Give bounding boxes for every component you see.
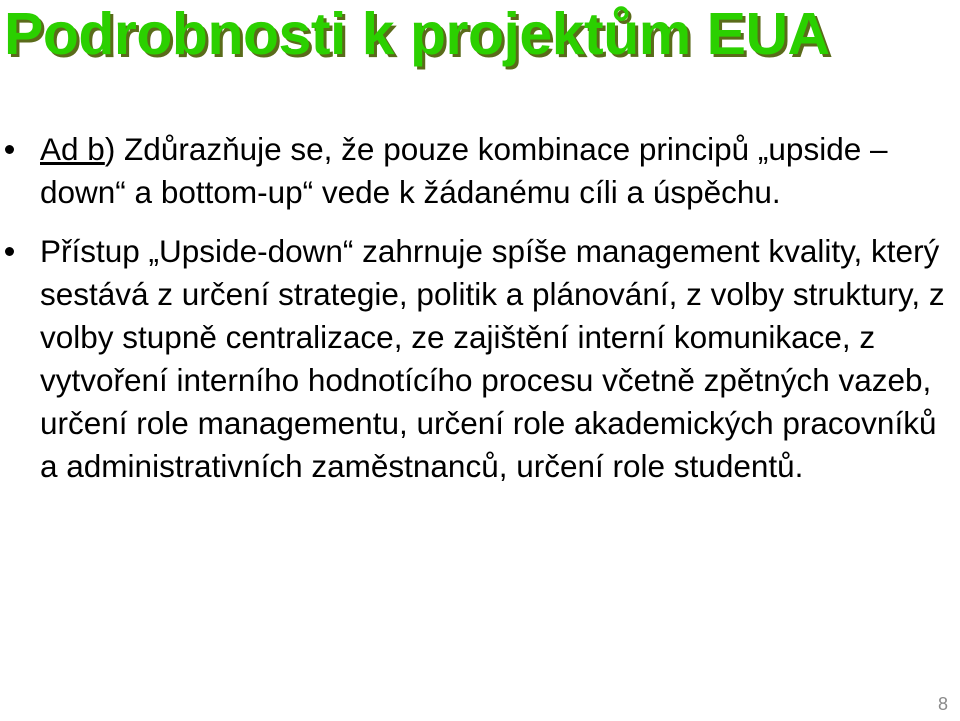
bullet-dot-icon	[5, 247, 14, 256]
bullet-1-underlined-prefix: Ad b	[40, 131, 105, 167]
bullet-item-1	[0, 128, 960, 214]
bullet-item-2	[0, 230, 960, 488]
bullet-dot-icon	[5, 145, 14, 154]
bullet-2-text: Přístup „Upside-down“ zahrnuje spíše management kvality, který sestává z určení strategie, politik a plánování, z volby struktury, z volby stupně centralizace, ze zajištění interní komunikace, z vytvoření interního hodnotícího procesu včetně zpětných vazeb, určení role managementu, určení role akademických pracovníků a administrativních zaměstnanců, určení role studentů.	[40, 233, 945, 484]
slide-page-number: 8	[937, 694, 948, 714]
bullet-1-text: ) Zdůrazňuje se, že pouze kombinace principů „upside –down“ a bottom-up“ vede k žádanému cíli a úspěchu.	[40, 131, 888, 210]
bullet-list	[0, 128, 960, 488]
slide-title: Podrobnosti k projektům EUA	[4, 1, 830, 67]
